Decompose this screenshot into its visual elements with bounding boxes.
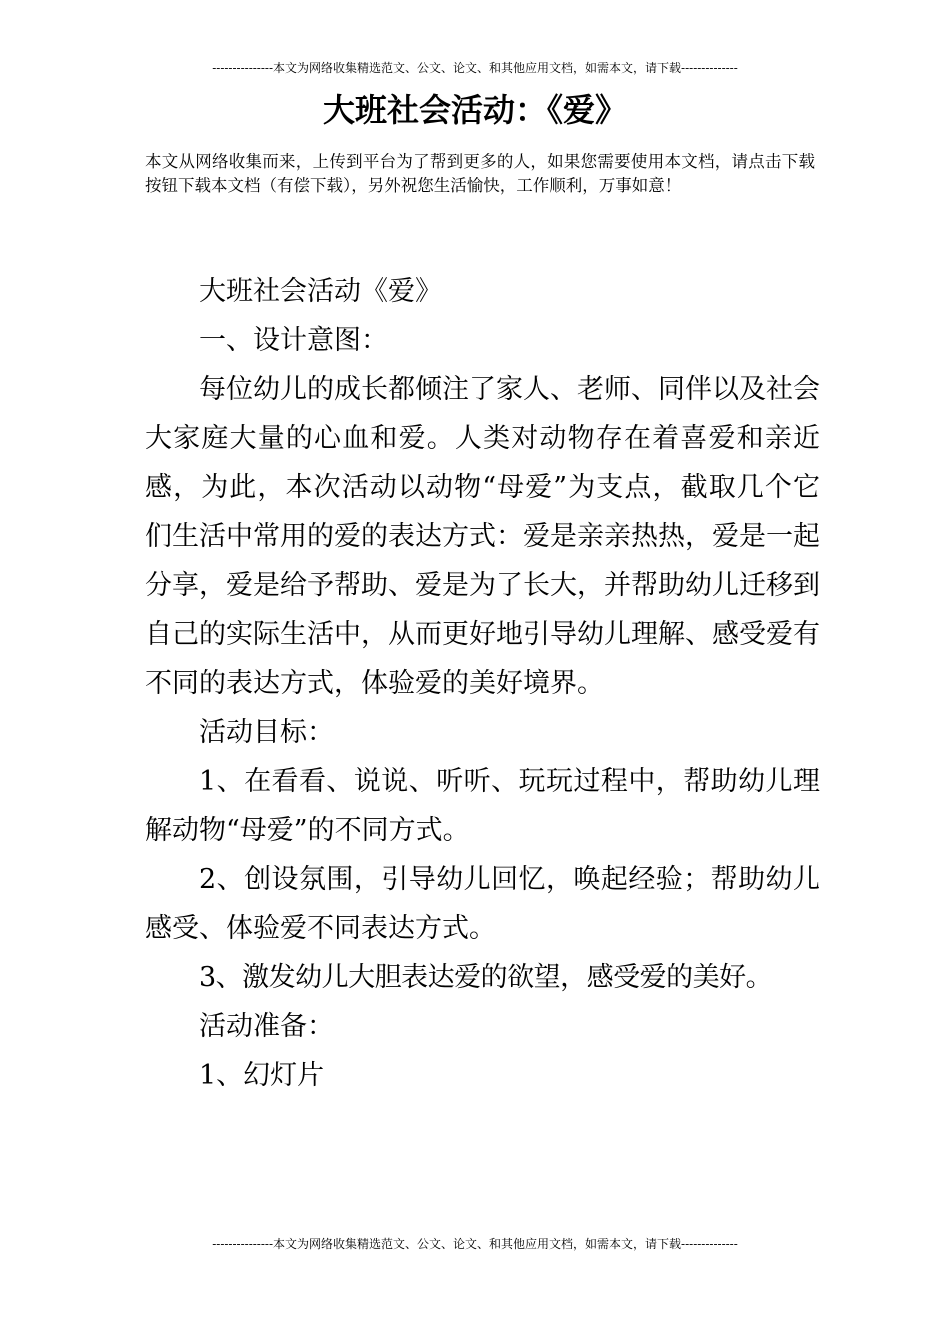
document-title: 大班社会活动：《爱》 xyxy=(322,91,627,129)
footer-banner: ---------------本文为网络收集精选范文、公文、论文、和其他应用文档，如需本文，请下载-------------- xyxy=(212,1237,738,1251)
paragraph-design-intent: 每位幼儿的成长都倾注了家人、老师、同伴以及社会大家庭大量的心血和爱。人类对动物存在着喜爱和亲近感，为此，本次活动以动物“母爱”为支点，截取几个它们生活中常用的爱的表达方式：爱是亲亲热热，爱是一起分享，爱是给予帮助、爱是为了长大，并帮助幼儿迁移到自己的实际生活中，从而更好地引导幼儿理解、感受爱有不同的表达方式，体验爱的美好境界。 xyxy=(145,374,820,699)
objective-item: 1、在看看、说说、听听、玩玩过程中，帮助幼儿理解动物“母爱”的不同方式。 xyxy=(145,766,820,846)
header-banner: ---------------本文为网络收集精选范文、公文、论文、和其他应用文档，如需本文，请下载-------------- xyxy=(212,61,738,75)
download-notice: 本文从网络收集而来，上传到平台为了帮到更多的人，如果您需要使用本文档，请点击下载按钮下载本文档（有偿下载），另外祝您生活愉快，工作顺利，万事如意！ xyxy=(145,152,815,195)
section-heading-objectives: 活动目标： xyxy=(199,717,334,748)
objective-item: 3、激发幼儿大胆表达爱的欲望，感受爱的美好。 xyxy=(199,962,773,993)
body-heading: 大班社会活动《爱》 xyxy=(199,276,442,307)
section-heading-design-intent: 一、设计意图： xyxy=(199,325,388,356)
objective-item: 2、创设氛围，引导幼儿回忆，唤起经验；帮助幼儿感受、体验爱不同表达方式。 xyxy=(145,864,820,944)
document-body xyxy=(145,267,820,1100)
section-heading-preparation: 活动准备： xyxy=(199,1011,334,1042)
preparation-item: 1、幻灯片 xyxy=(199,1060,325,1091)
